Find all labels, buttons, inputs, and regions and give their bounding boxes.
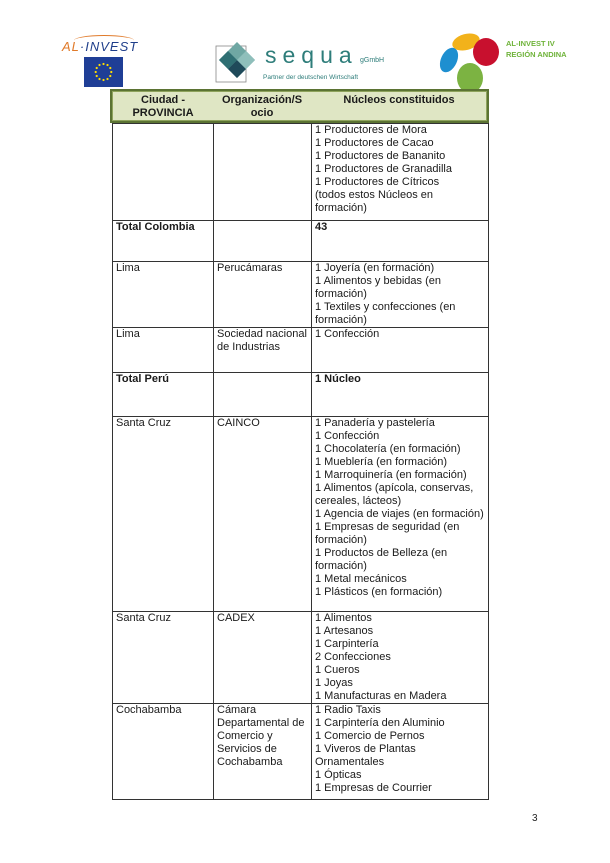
nucleo-item: 1 Ópticas (315, 769, 362, 781)
sequa-wordmark: sequa (265, 42, 358, 68)
nucleo-item: 1 Manufacturas en Madera (315, 690, 447, 702)
nucleo-item: (todos estos Núcleos en formación) (315, 189, 434, 214)
nucleo-item: 1 Confección (315, 328, 380, 340)
nucleo-item: 1 Textiles y confecciones (en formación) (315, 301, 456, 326)
andina-line-2: REGIÓN ANDINA (506, 50, 567, 59)
total-row (113, 373, 489, 417)
table-row (113, 612, 489, 704)
nucleo-item: 1 Empresas de seguridad (en formación) (315, 521, 460, 546)
header-ciudad: Ciudad - PROVINCIA (132, 94, 194, 119)
table-row (113, 124, 489, 221)
cell-nucleos (312, 612, 489, 704)
page-number: 3 (532, 813, 538, 824)
cell-ciudad: Total Perú (113, 373, 214, 417)
cell-nucleos (312, 373, 489, 417)
cell-nucleos (312, 417, 489, 612)
nucleo-item: 1 Plásticos (en formación) (315, 586, 443, 598)
nucleos-table (112, 123, 489, 800)
cell-nucleos (312, 262, 489, 328)
cell-organizacion: CAINCO (214, 417, 312, 612)
nucleo-item: 1 Agencia de viajes (en formación) (315, 508, 484, 520)
table-header (110, 89, 489, 123)
al-invest-invest: ·INVEST (79, 39, 139, 54)
nucleo-item: 1 Joyería (en formación) (315, 262, 435, 274)
nucleo-item: 1 Alimentos (315, 612, 372, 624)
nucleo-item: 1 Productores de Bananito (315, 150, 446, 162)
nucleo-item: 1 Comercio de Pernos (315, 730, 425, 742)
andina-line-1: AL-INVEST IV (506, 39, 555, 48)
nucleo-item: 1 Radio Taxis (315, 704, 381, 716)
sequa-suffix: gGmbH (360, 57, 385, 64)
cell-nucleos (312, 221, 489, 262)
nucleo-item: 2 Confecciones (315, 651, 391, 663)
al-invest-wordmark (62, 39, 138, 54)
table-row (113, 328, 489, 373)
cell-nucleos (312, 704, 489, 800)
nucleo-item: 1 Marroquinería (en formación) (315, 469, 467, 481)
colored-dots-icon (436, 30, 502, 96)
cell-ciudad: Cochabamba (113, 704, 214, 800)
nucleo-item: 1 Chocolatería (en formación) (315, 443, 461, 455)
nucleo-item: 1 Panadería y pastelería (315, 417, 435, 429)
cell-organizacion: Sociedad nacional de Industrias (214, 328, 312, 373)
cell-organizacion (214, 373, 312, 417)
header-nucleos: Núcleos constituidos (343, 94, 455, 106)
header-organizacion: Organización/S ocio (221, 94, 303, 119)
cell-ciudad: Lima (113, 328, 214, 373)
table-row (113, 262, 489, 328)
nucleo-item: 1 Confección (315, 430, 380, 442)
cell-nucleos (312, 328, 489, 373)
nucleo-item: 1 Mueblería (en formación) (315, 456, 448, 468)
nucleo-item: 1 Productores de Mora (315, 124, 427, 136)
sequa-diamond-icon (215, 40, 259, 84)
nucleo-item: 1 Viveros de Plantas Ornamentales (315, 743, 416, 768)
cell-ciudad: Santa Cruz (113, 612, 214, 704)
nucleo-item: 1 Productores de Cítricos (315, 176, 440, 188)
cell-organizacion: Perucámaras (214, 262, 312, 328)
cell-organizacion (214, 221, 312, 262)
al-invest-iv-text (506, 38, 567, 60)
cell-organizacion: Cámara Departamental de Comercio y Servicios de Cochabamba (214, 704, 312, 800)
total-row (113, 221, 489, 262)
cell-ciudad: Lima (113, 262, 214, 328)
cell-ciudad: Santa Cruz (113, 417, 214, 612)
nucleo-item: 1 Productores de Granadilla (315, 163, 452, 175)
nucleo-item: 1 Núcleo (315, 373, 361, 385)
nucleo-item: 1 Carpintería den Aluminio (315, 717, 445, 729)
sequa-logo (215, 40, 395, 88)
nucleo-item: 1 Productos de Belleza (en formación) (315, 547, 448, 572)
al-invest-al: AL (62, 39, 80, 54)
nucleo-item: 1 Cueros (315, 664, 360, 676)
nucleo-item: 43 (315, 221, 328, 233)
cell-nucleos (312, 124, 489, 221)
nucleo-item: 1 Alimentos y bebidas (en formación) (315, 275, 441, 300)
nucleo-item: 1 Empresas de Courrier (315, 782, 432, 794)
sequa-tagline: Partner der deutschen Wirtschaft (263, 74, 359, 81)
nucleo-item: 1 Alimentos (apícola, conservas, cereales, lácteos) (315, 482, 474, 507)
eu-flag-icon (84, 57, 123, 87)
nucleo-item: 1 Joyas (315, 677, 353, 689)
cell-organizacion: CADEX (214, 612, 312, 704)
cell-ciudad (113, 124, 214, 221)
table-row (113, 417, 489, 612)
nucleo-item: 1 Carpintería (315, 638, 379, 650)
nucleo-item: 1 Metal mecánicos (315, 573, 407, 585)
al-invest-logo (62, 35, 152, 90)
nucleo-item: 1 Productores de Cacao (315, 137, 434, 149)
table-row (113, 704, 489, 800)
cell-ciudad: Total Colombia (113, 221, 214, 262)
cell-organizacion (214, 124, 312, 221)
nucleo-item: 1 Artesanos (315, 625, 374, 637)
